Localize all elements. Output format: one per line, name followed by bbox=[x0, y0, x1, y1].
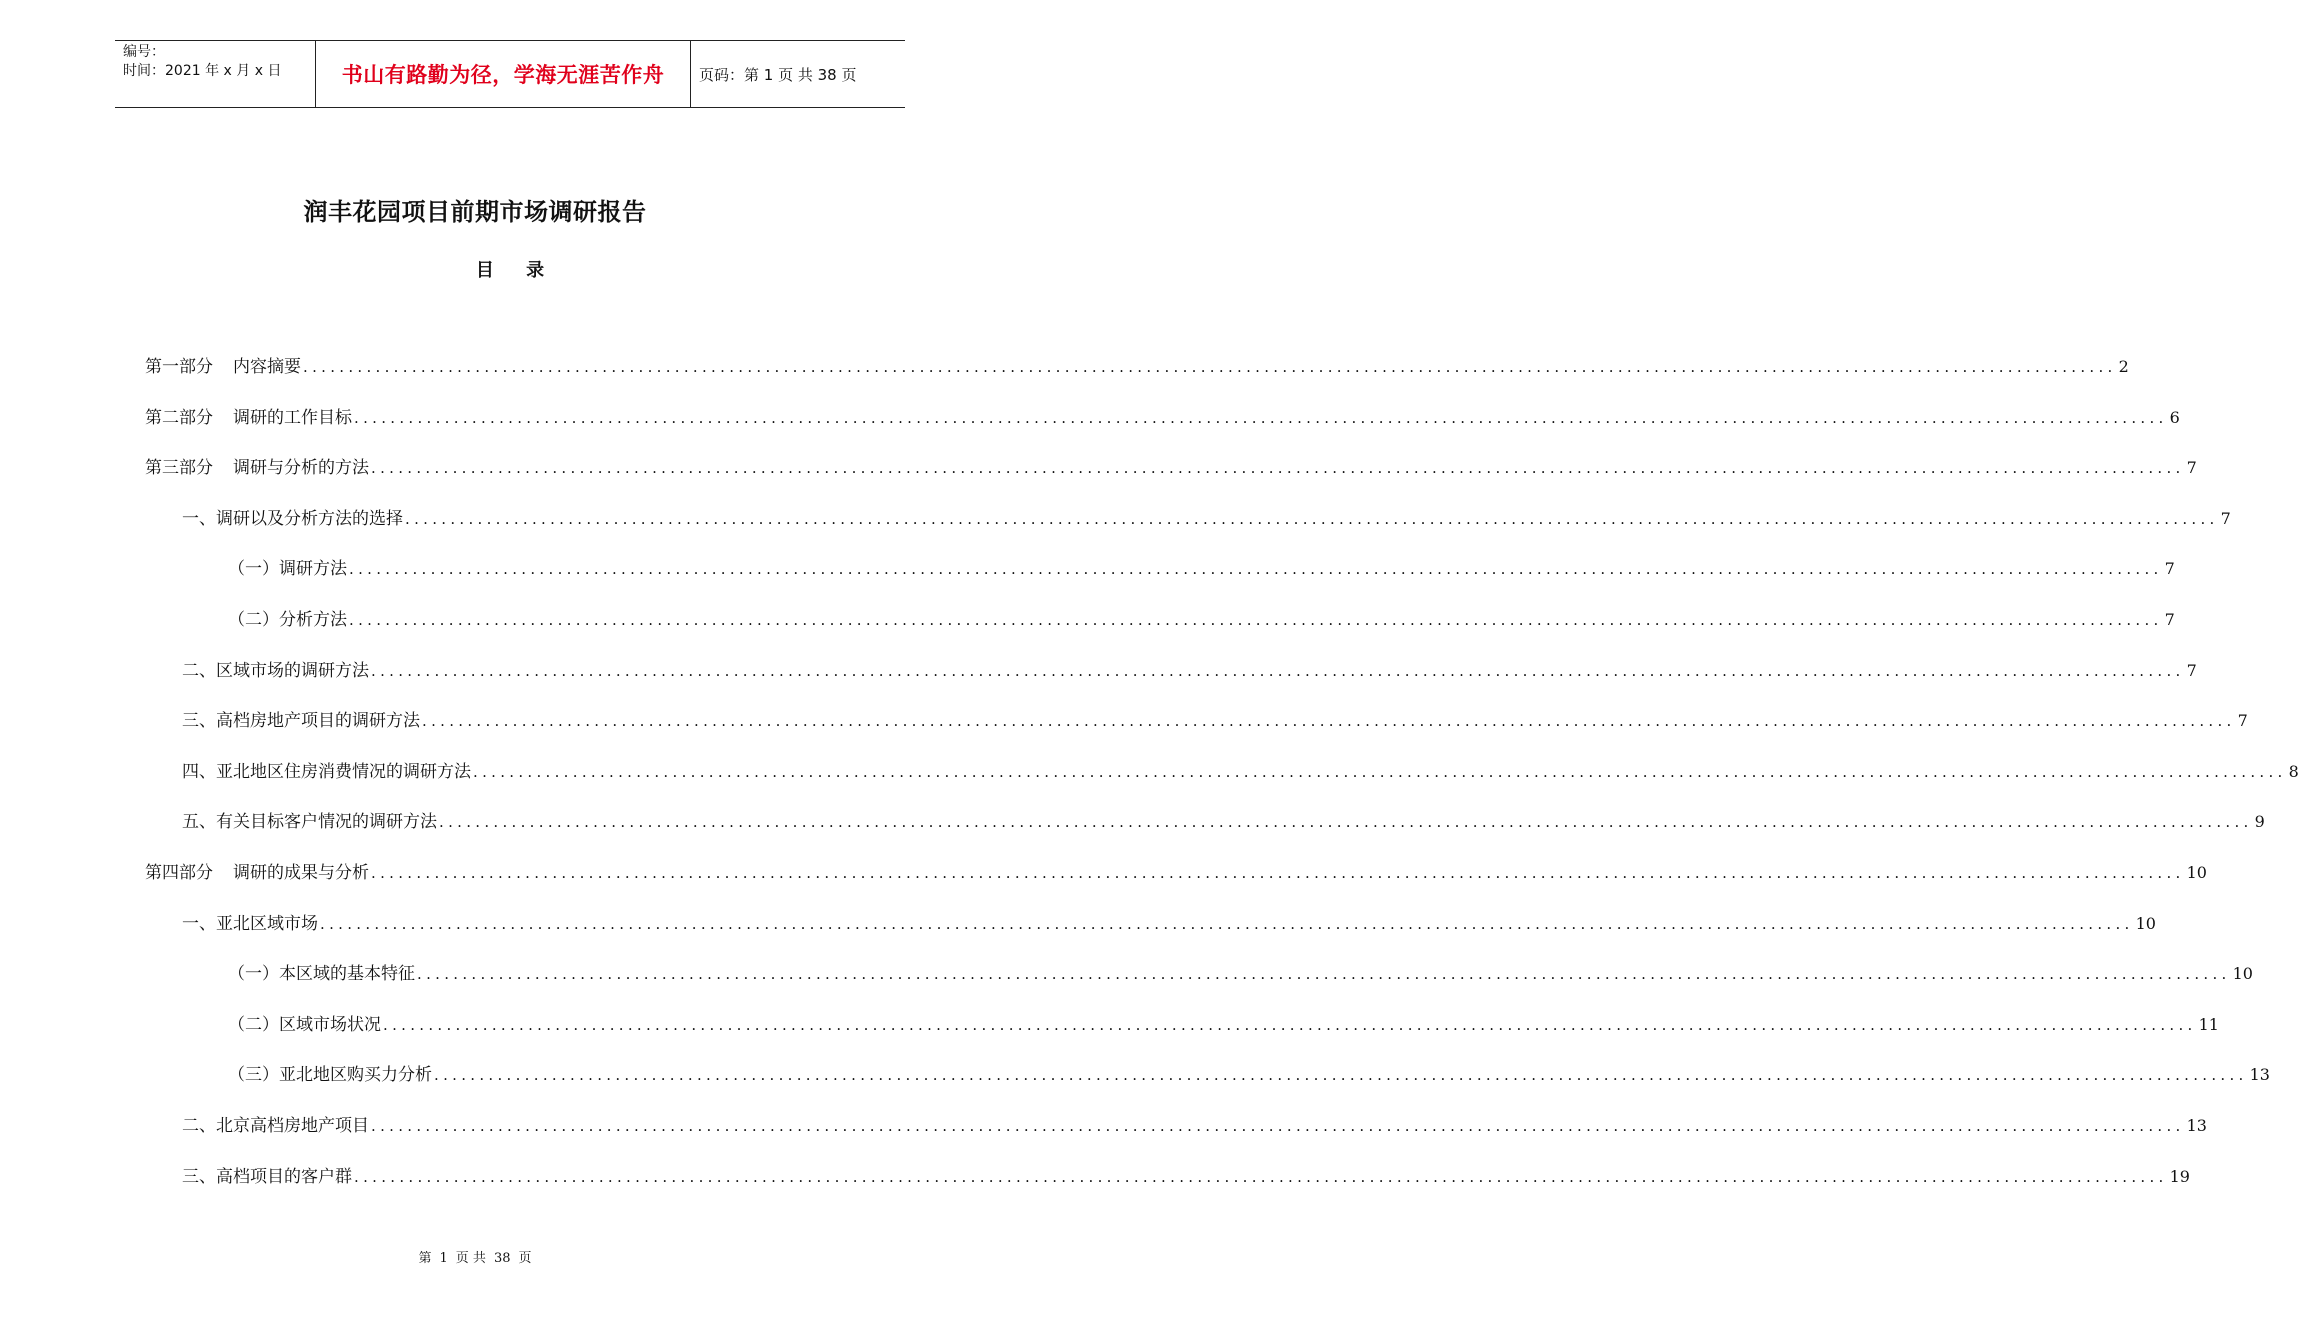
toc-entry[interactable] bbox=[182, 706, 2248, 736]
toc-entry[interactable] bbox=[145, 453, 2197, 483]
footer-total: 38 bbox=[493, 1251, 511, 1266]
toc-entry-text: 调研的工作目标 bbox=[233, 407, 352, 428]
toc-entry-page: 13 bbox=[2186, 1116, 2207, 1135]
motto: 书山有路勤为径，学海无涯苦作舟 bbox=[315, 41, 691, 107]
number-label: 编号： bbox=[123, 44, 165, 60]
toc-entry[interactable] bbox=[228, 605, 2175, 635]
toc-entry[interactable] bbox=[182, 1162, 2190, 1192]
toc-leader-dots: ........................................................................................................................................................................................................ bbox=[434, 1066, 2248, 1085]
toc-entry-text: 一、亚北区域市场 bbox=[182, 913, 318, 934]
page-footer bbox=[0, 1247, 950, 1266]
toc-leader-dots: ........................................................................................................................................................................................................ bbox=[405, 509, 2219, 528]
header-meta bbox=[115, 41, 315, 107]
toc-entry-part: 第三部分 bbox=[145, 458, 213, 479]
toc-entry[interactable] bbox=[145, 352, 2129, 382]
toc-entry-text: （二）区域市场状况 bbox=[228, 1014, 381, 1035]
toc-entry-text: （一）调研方法 bbox=[228, 559, 347, 580]
toc-entry-page: 13 bbox=[2249, 1065, 2270, 1085]
toc-entry-part: 第一部分 bbox=[145, 357, 213, 377]
toc-leader-dots: ........................................................................................................................................................................................................ bbox=[371, 864, 2185, 882]
toc-entry-page: 2 bbox=[2118, 357, 2129, 376]
toc-leader-dots: ........................................................................................................................................................................................................ bbox=[439, 813, 2253, 832]
toc-heading: 目 录 bbox=[475, 260, 545, 281]
toc-entry[interactable] bbox=[228, 1010, 2219, 1040]
toc-entry-page: 6 bbox=[2169, 407, 2180, 427]
toc-entry-text: 三、高档房地产项目的调研方法 bbox=[182, 711, 420, 732]
toc-leader-dots: ........................................................................................................................................................................................................ bbox=[349, 560, 2163, 579]
toc-entry[interactable] bbox=[182, 504, 2231, 534]
footer-last: 页 bbox=[518, 1251, 532, 1266]
toc-entry-page: 7 bbox=[2237, 711, 2248, 731]
toc-entry-text: 三、高档项目的客户群 bbox=[182, 1166, 352, 1187]
toc-entry[interactable] bbox=[228, 554, 2175, 584]
toc-entry[interactable] bbox=[145, 858, 2207, 888]
toc-entry-text: （二）分析方法 bbox=[228, 610, 347, 630]
toc-entry-text: （一）本区域的基本特征 bbox=[228, 964, 415, 985]
toc-entry[interactable] bbox=[228, 959, 2253, 989]
toc-entry-page: 7 bbox=[2220, 508, 2231, 528]
footer-mid: 页 共 bbox=[455, 1251, 486, 1266]
toc-entry-text: 四、亚北地区住房消费情况的调研方法 bbox=[182, 761, 471, 782]
toc-entry-text: 内容摘要 bbox=[233, 357, 301, 377]
toc-leader-dots: ........................................................................................................................................................................................................ bbox=[349, 611, 2163, 629]
toc-leader-dots: ........................................................................................................................................................................................................ bbox=[320, 914, 2134, 933]
toc-entry-text: 调研与分析的方法 bbox=[233, 458, 369, 479]
toc-entry[interactable] bbox=[182, 909, 2156, 939]
toc-leader-dots: ........................................................................................................................................................................................................ bbox=[354, 1167, 2168, 1186]
toc-entry[interactable] bbox=[228, 1060, 2270, 1090]
toc-entry-text: 二、北京高档房地产项目 bbox=[182, 1116, 369, 1136]
toc-entry-page: 9 bbox=[2254, 812, 2265, 832]
toc-leader-dots: ........................................................................................................................................................................................................ bbox=[422, 712, 2236, 731]
toc-entry-page: 7 bbox=[2186, 660, 2197, 680]
toc-entry-page: 7 bbox=[2186, 458, 2197, 478]
toc-entry-page: 10 bbox=[2135, 913, 2156, 933]
toc-entry[interactable] bbox=[182, 757, 2299, 787]
toc-entry-part: 第四部分 bbox=[145, 863, 213, 883]
toc-entry-text: （三）亚北地区购买力分析 bbox=[228, 1065, 432, 1086]
toc-leader-dots: ........................................................................................................................................................................................................ bbox=[371, 1117, 2185, 1135]
toc-leader-dots: ........................................................................................................................................................................................................ bbox=[417, 965, 2231, 984]
toc-entry-page: 7 bbox=[2164, 559, 2175, 579]
toc-entry-part: 第二部分 bbox=[145, 407, 213, 428]
page-header bbox=[115, 40, 905, 108]
toc-entry-page: 8 bbox=[2288, 761, 2299, 781]
toc-leader-dots: ........................................................................................................................................................................................................ bbox=[473, 762, 2287, 781]
footer-first: 第 bbox=[418, 1251, 432, 1266]
toc-entry-text: 一、调研以及分析方法的选择 bbox=[182, 508, 403, 529]
toc-entry-page: 10 bbox=[2232, 964, 2253, 984]
toc-entry-page: 10 bbox=[2186, 863, 2207, 882]
toc-entry-text: 二、区域市场的调研方法 bbox=[182, 660, 369, 681]
toc-leader-dots: ........................................................................................................................................................................................................ bbox=[371, 661, 2185, 680]
toc-leader-dots: ........................................................................................................................................................................................................ bbox=[383, 1015, 2197, 1034]
document-title: 润丰花园项目前期市场调研报告 bbox=[303, 198, 647, 226]
toc-entry-page: 7 bbox=[2164, 610, 2175, 629]
toc-entry-text: 五、有关目标客户情况的调研方法 bbox=[182, 812, 437, 833]
page-info: 页码：第 1 页 共 38 页 bbox=[699, 65, 857, 84]
toc-entry[interactable] bbox=[182, 1111, 2207, 1141]
time-label: 时间：2021 年 x 月 x 日 bbox=[123, 63, 282, 79]
toc-entry[interactable] bbox=[182, 807, 2265, 837]
toc-leader-dots: ........................................................................................................................................................................................................ bbox=[303, 358, 2117, 376]
toc-leader-dots: ........................................................................................................................................................................................................ bbox=[371, 459, 2185, 478]
footer-page: 1 bbox=[439, 1251, 448, 1266]
toc-entry-page: 19 bbox=[2169, 1166, 2190, 1186]
toc-leader-dots: ........................................................................................................................................................................................................ bbox=[354, 408, 2168, 427]
toc-entry-text: 调研的成果与分析 bbox=[233, 863, 369, 883]
toc-entry[interactable] bbox=[145, 403, 2180, 433]
toc-entry[interactable] bbox=[182, 656, 2197, 686]
toc-entry-page: 11 bbox=[2198, 1014, 2219, 1034]
